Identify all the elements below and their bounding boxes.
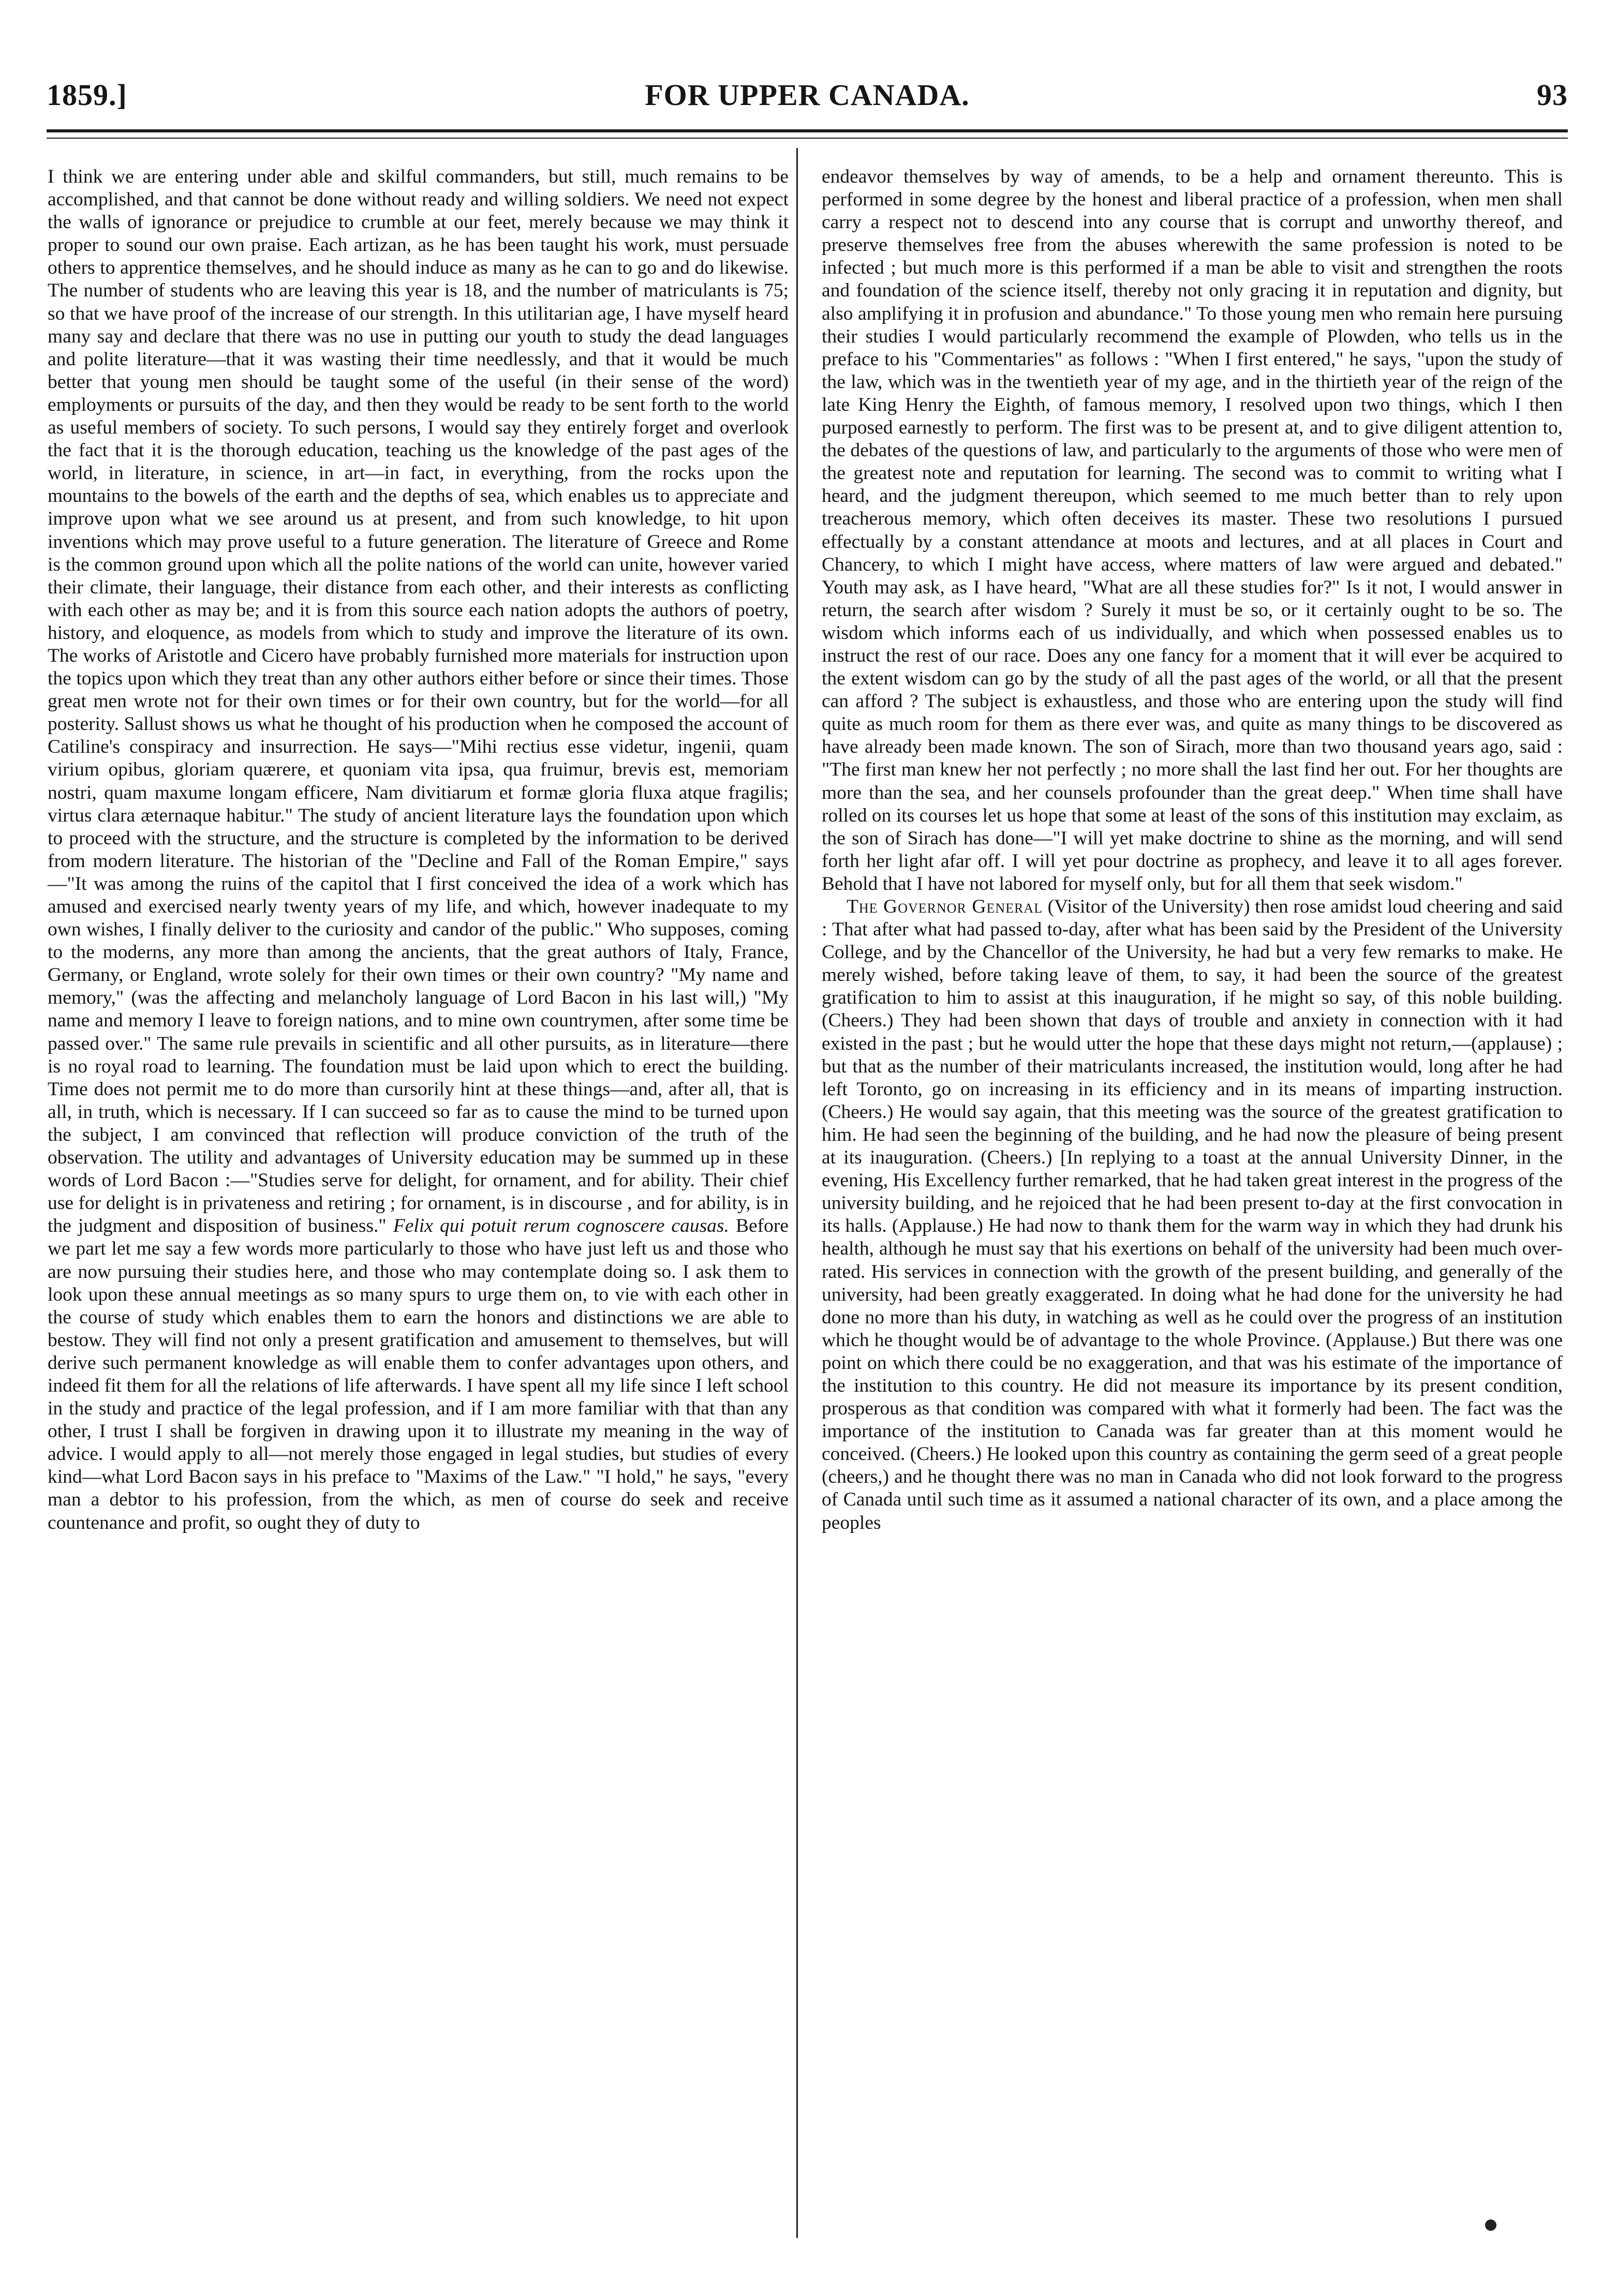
header-rule-thin bbox=[47, 138, 1568, 139]
column-divider bbox=[796, 148, 798, 2238]
right-column-paragraph-1: endeavor themselves by way of amends, to be a help and ornament thereunto. This is performed in some degree by the honest and liberal practice of a profession, when men shall carry a respect not to descend into any course that is corrupt and unworthy thereof, and preserve themselves free from the abuses wherewith the same profession is noted to be infected ; but much more is this performed if a man be able to visit and strengthen the roots and foundation of the science itself, thereby not only gracing it in reputation and dignity, but also amplifying it in profusion and abundance." To those young men who remain here pursuing their studies I would particularly recommend the example of Plowden, who tells us in the preface to his "Commentaries" as follows : "When I first entered," he says, "upon the study of the law, which was in the twentieth year of my age, and in the thirtieth year of the reign of the late King Henry the Eighth, of famous memory, I resolved upon two things, which I then purposed earnestly to perform. The first was to be present at, and to give diligent attention to, the debates of the questions of law, and particularly to the arguments of those who were men of the greatest note and reputation for learning. The second was to commit to writing what I heard, and the judgment thereupon, which seemed to me much better than to rely upon treacherous memory, which often deceives its master. These two resolutions I pursued effectually by a constant attendance at moots and lectures, and at all places in Court and Chancery, to which I might have access, where matters of law were argued and debated." Youth may ask, as I have heard, "What are all these studies for?" Is it not, I would answer in return, the search after wisdom ? Surely it must be so, or it certainly ought to be so. The wisdom which informs each of us individually, and which when possessed enables us to instruct the rest of our race. Does any one fancy for a moment that it will ever be acquired to the extent wisdom can go by the study of all the past ages of the world, or all that the present can afford ? The subject is exhaustless, and those who are entering upon the study will find quite as much room for them as there ever was, and quite as many things to be discovered as have already been made known. The son of Sirach, more than two thousand years ago, said : "The first man knew her not perfectly ; no more shall the last find her out. For her thoughts are more than the sea, and her counsels profounder than the great deep." When time shall have rolled on its courses let us hope that some at least of the sons of this institution may exclaim, as the son of Sirach has done—"I will yet make doctrine to shine as the morning, and will send forth her light afar off. I will yet pour doctrine as prophecy, and leave it to all ages forever. Behold that I have not labored for myself only, but for all them that seek wisdom." bbox=[822, 166, 1563, 894]
speech-text: (Visitor of the University) then rose amidst loud cheering and said : That after what had passed to-day, after what has been said by the President of the University College, and by the Chancellor of the University, he had but a very few remarks to make. He merely wished, before taking leave of them, to say, it had been the source of the greatest gratification to him to assist at this inauguration, if he might so say, of this noble building. (Cheers.) They had been shown that days of trouble and anxiety in connection with it had existed in the past ; but he would utter the hope that these days might not return,—(applause) ; but that as the number of their matriculants increased, the institution would, long after he had left Toronto, go on increasing in its efficiency and in its means of imparting instruction. (Cheers.) He would say again, that this meeting was the source of the greatest gratification to him. He had seen the beginning of the building, and he had now the pleasure of being present at its inauguration. (Cheers.) [In replying to a toast at the annual University Dinner, in the evening, His Excellency further remarked, that he had taken great interest in the progress of the university building, and he rejoiced that he had been present to-day at the first convocation in its halls. (Applause.) He had now to thank them for the warm way in which they had drunk his health, although he must say that his exertions on behalf of the university had been much over-rated. His services in connection with the growth of the present building, and generally of the university, had been greatly exaggerated. In doing what he had done for the university he had done no more than his duty, in watching as well as he could over the progress of an institution which he thought would be of advantage to the whole Province. (Applause.) But there was one point on which there could be no exaggeration, and that was his estimate of the importance of the institution to this country. He did not measure its importance by its present condition, prosperous as that condition was compared with what it formerly had been. The fact was the importance of the institution to Canada was far greater than at this moment would he conceived. (Cheers.) He looked upon this country as containing the germ seed of a great people (cheers,) and he thought there was no man in Canada who did not look forward to the progress of Canada until such time as it assumed a national character of its own, and a place among the peoples bbox=[822, 896, 1563, 1533]
running-header bbox=[47, 78, 1568, 124]
page-number: 93 bbox=[1537, 78, 1568, 112]
right-column bbox=[822, 166, 1563, 2245]
speaker-name: The Governor General bbox=[847, 896, 1043, 917]
latin-quote: Felix qui potuit rerum cognoscere causas. bbox=[393, 1215, 729, 1237]
left-column-paragraph bbox=[48, 166, 789, 1534]
left-column bbox=[48, 166, 789, 2245]
header-rule-thick bbox=[47, 129, 1568, 132]
header-year: 1859.] bbox=[47, 78, 127, 112]
left-text-part-2: Before we part let me say a few words more particularly to those who have just left us and those who are now pursuing their studies here, and those who may contemplate doing so. I ask them to look upon these annual meetings as so many spurs to urge them on, to vie with each other in the course of study which enables them to earn the honors and distinctions we are able to bestow. They will find not only a present gratification and amusement to themselves, but will derive such permanent knowledge as will enable them to confer advantages upon others, and indeed fit them for all the relations of life afterwards. I have spent all my life since I left school in the study and practice of the legal profession, and if I am more familiar with that than any other, I trust I shall be forgiven in drawing upon it to illustrate my meaning in the way of advice. I would apply to all—not merely those engaged in legal studies, but studies of every kind—what Lord Bacon says in his preface to "Maxims of the Law." "I hold," he says, "every man a debtor to his profession, from the which, as men of course do seek and receive countenance and profit, so ought they of duty to bbox=[48, 1215, 789, 1533]
left-text-part-1: I think we are entering under able and skilful commanders, but still, much remains to be accomplished, and that cannot be done without ready and willing soldiers. We need not expect the walls of ignorance or prejudice to crumble at our feet, merely because we may think it proper to sound our own praise. Each artizan, as he has been taught his work, must persuade others to apprentice themselves, and he should induce as many as he can to go and do likewise. The number of students who are leaving this year is 18, and the number of matriculants is 75; so that we have proof of the increase of our strength. In this utilitarian age, I have myself heard many say and declare that there was no use in putting our youth to study the dead languages and polite literature—that it was wasting their time needlessly, and that it would be much better that young men should be taught some of the useful (in their sense of the word) employments or pursuits of the day, and then they would be ready to be sent forth to the world as useful members of society. To such persons, I would say they entirely forget and overlook the fact that it is the thorough education, teaching us the knowledge of the past ages of the world, in literature, in science, in art—in fact, in everything, from the rocks upon the mountains to the bowels of the earth and the depths of sea, which enables us to appreciate and improve upon what we see around us at present, and from such knowledge, to hit upon inventions which may prove useful to a future generation. The literature of Greece and Rome is the common ground upon which all the polite nations of the world can unite, however varied their climate, their language, their distance from each other, and their interests as conflicting with each other as may be; and it is from this source each nation adopts the authors of poetry, history, and eloquence, as models from which to study and improve the literature of its own. The works of Aristotle and Cicero have probably furnished more materials for instruction upon the topics upon which they treat than any other authors either before or since their times. Those great men wrote not for their own times or for their own country, but for the world—for all posterity. Sallust shows us what he thought of his production when he composed the account of Catiline's conspiracy and insurrection. He says—"Mihi rectius esse videtur, ingenii, quam virium opibus, gloriam quærere, et quoniam vita ipsa, qua fruimur, brevis est, memoriam nostri, quam maxume longam efficere, Nam divitiarum et formæ gloria fluxa atque fragilis; virtus clara æternaque habitur." The study of ancient literature lays the foundation upon which to proceed with the structure, and the structure is completed by the information to be derived from modern literature. The historian of the "Decline and Fall of the Roman Empire," says—"It was among the ruins of the capitol that I first conceived the idea of a work which has amused and exercised nearly twenty years of my life, and which, however inadequate to my own wishes, I finally deliver to the curiosity and candor of the public." Who supposes, coming to the moderns, any more than among the ancients, that the great authors of Italy, France, Germany, or England, wrote solely for their own times or their own country? "My name and memory," (was the affecting and melancholy language of Lord Bacon in his last will,) "My name and memory I leave to foreign nations, and to mine own countrymen, after some time be passed over." The same rule prevails in scientific and all other pursuits, as in literature—there is no royal road to learning. The foundation must be laid upon which to erect the building. Time does not permit me to do more than cursorily hint at these things—and, after all, that is all, in truth, which is necessary. If I can succeed so far as to cause the mind to be turned upon the subject, I am convinced that reflection will produce conviction of the truth of the observation. The utility and advantages of University education may be summed up in these words of Lord Bacon :—"Studies serve for delight, for ornament, and for ability. Their chief use for delight is in privateness and retiring ; for ornament, is in discourse , and for ability, is in the judgment and disposition of business." bbox=[48, 166, 789, 1237]
printer-mark bbox=[1485, 2219, 1496, 2231]
right-column-paragraph-2 bbox=[822, 896, 1563, 1534]
header-title: FOR UPPER CANADA. bbox=[645, 78, 970, 112]
